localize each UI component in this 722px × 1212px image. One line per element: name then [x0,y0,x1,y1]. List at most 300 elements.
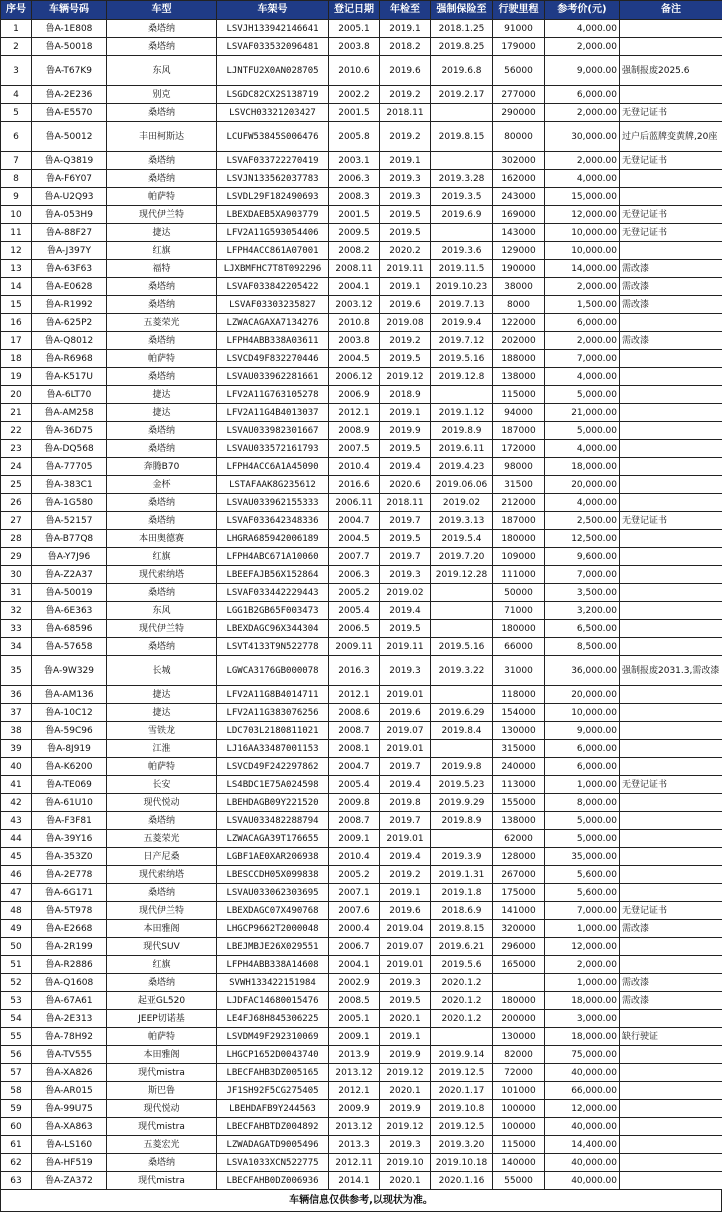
cell-index: 56 [1,1046,32,1064]
cell-notes: 需改漆 [620,992,722,1010]
cell-inspection: 2019.2 [380,332,431,350]
cell-model: 捷达 [107,704,217,722]
cell-notes [620,386,722,404]
cell-notes [620,368,722,386]
cell-insurance: 2019.11.5 [431,260,493,278]
cell-model: 丰田柯斯达 [107,122,217,152]
cell-mileage: 155000 [493,794,545,812]
cell-insurance: 2019.3.6 [431,242,493,260]
cell-mileage: 31500 [493,476,545,494]
cell-insurance [431,104,493,122]
cell-notes [620,1082,722,1100]
table-row [1,314,722,332]
cell-price: 5,000.00 [545,422,620,440]
cell-reg-date: 2008.9 [329,422,380,440]
cell-insurance: 2020.1.2 [431,992,493,1010]
cell-reg-date: 2009.8 [329,794,380,812]
cell-inspection: 2019.01 [380,956,431,974]
cell-notes [620,848,722,866]
cell-price: 6,000.00 [545,740,620,758]
table-row [1,1064,722,1082]
cell-price: 2,000.00 [545,38,620,56]
cell-index: 38 [1,722,32,740]
cell-inspection: 2019.07 [380,938,431,956]
cell-inspection: 2019.9 [380,1100,431,1118]
cell-notes: 需改漆 [620,974,722,992]
cell-plate: 鲁A-AM258 [32,404,107,422]
cell-insurance: 2019.5.6 [431,956,493,974]
cell-model: 现代SUV [107,938,217,956]
cell-inspection: 2019.1 [380,20,431,38]
cell-mileage: 82000 [493,1046,545,1064]
cell-reg-date: 2005.1 [329,20,380,38]
cell-index: 49 [1,920,32,938]
cell-plate: 鲁A-DQ568 [32,440,107,458]
cell-plate: 鲁A-LS160 [32,1136,107,1154]
cell-price: 10,000.00 [545,704,620,722]
cell-plate: 鲁A-50018 [32,38,107,56]
cell-mileage: 138000 [493,812,545,830]
header-row [1,1,722,20]
cell-index: 12 [1,242,32,260]
cell-model: 桑塔纳 [107,638,217,656]
cell-insurance: 2020.1.16 [431,1172,493,1190]
cell-vin: LBEJMBJE26X029551 [217,938,329,956]
cell-reg-date: 2006.11 [329,494,380,512]
cell-notes [620,476,722,494]
cell-inspection: 2019.6 [380,902,431,920]
cell-mileage: 111000 [493,566,545,584]
cell-model: 起亚GL520 [107,992,217,1010]
cell-insurance: 2019.7.20 [431,548,493,566]
cell-model: 现代伊兰特 [107,902,217,920]
cell-plate: 鲁A-78H92 [32,1028,107,1046]
cell-plate: 鲁A-10C12 [32,704,107,722]
cell-notes [620,1010,722,1028]
cell-inspection: 2019.4 [380,848,431,866]
cell-reg-date: 2005.4 [329,776,380,794]
cell-price: 66,000.00 [545,1082,620,1100]
cell-index: 37 [1,704,32,722]
cell-notes [620,170,722,188]
cell-mileage: 115000 [493,1136,545,1154]
cell-notes [620,758,722,776]
cell-notes [620,1154,722,1172]
cell-notes: 过户后蓝牌变黄牌,20座 [620,122,722,152]
table-row [1,206,722,224]
cell-model: 东风 [107,56,217,86]
cell-plate: 鲁A-K6200 [32,758,107,776]
cell-price: 40,000.00 [545,1064,620,1082]
cell-reg-date: 2012.11 [329,1154,380,1172]
cell-vin: LSVCD49F832270446 [217,350,329,368]
cell-model: 雪铁龙 [107,722,217,740]
cell-price: 9,000.00 [545,722,620,740]
cell-inspection: 2019.08 [380,314,431,332]
cell-price: 5,000.00 [545,812,620,830]
cell-index: 46 [1,866,32,884]
cell-reg-date: 2009.5 [329,224,380,242]
cell-plate: 鲁A-AR015 [32,1082,107,1100]
cell-notes [620,1172,722,1190]
cell-mileage: 122000 [493,314,545,332]
cell-index: 36 [1,686,32,704]
cell-mileage: 290000 [493,104,545,122]
cell-mileage: 140000 [493,1154,545,1172]
cell-price: 14,000.00 [545,260,620,278]
cell-inspection: 2019.7 [380,512,431,530]
cell-mileage: 129000 [493,242,545,260]
cell-index: 21 [1,404,32,422]
cell-inspection: 2019.12 [380,1118,431,1136]
cell-plate: 鲁A-TV555 [32,1046,107,1064]
cell-reg-date: 2004.7 [329,758,380,776]
cell-index: 18 [1,350,32,368]
cell-vin: LSVAU033962281661 [217,368,329,386]
cell-mileage: 212000 [493,494,545,512]
table-row [1,332,722,350]
cell-model: 现代悦动 [107,794,217,812]
cell-vin: LBEHDAFB9Y244563 [217,1100,329,1118]
cell-vin: LFV2A11G4B4013037 [217,404,329,422]
cell-vin: LSVDM49F292310069 [217,1028,329,1046]
cell-mileage: 8000 [493,296,545,314]
cell-reg-date: 2006.3 [329,170,380,188]
cell-notes [620,20,722,38]
cell-index: 48 [1,902,32,920]
cell-insurance: 2019.6.21 [431,938,493,956]
cell-index: 32 [1,602,32,620]
cell-index: 39 [1,740,32,758]
table-row [1,902,722,920]
cell-reg-date: 2002.9 [329,974,380,992]
cell-inspection: 2020.1 [380,1010,431,1028]
cell-model: 长安 [107,776,217,794]
cell-insurance: 2019.1.8 [431,884,493,902]
cell-price: 21,000.00 [545,404,620,422]
table-row [1,638,722,656]
cell-index: 50 [1,938,32,956]
cell-vin: LZWACAGAXA7134276 [217,314,329,332]
cell-mileage: 143000 [493,224,545,242]
cell-inspection: 2018.9 [380,386,431,404]
cell-inspection: 2019.3 [380,170,431,188]
table-row [1,38,722,56]
cell-insurance: 2019.1.31 [431,866,493,884]
cell-model: 本田雅阁 [107,920,217,938]
cell-reg-date: 2013.12 [329,1118,380,1136]
cell-reg-date: 2010.6 [329,56,380,86]
cell-vin: LHGRA685942006189 [217,530,329,548]
cell-reg-date: 2008.2 [329,242,380,260]
cell-index: 24 [1,458,32,476]
cell-reg-date: 2014.1 [329,1172,380,1190]
cell-notes [620,404,722,422]
cell-reg-date: 2009.11 [329,638,380,656]
cell-notes [620,638,722,656]
cell-price: 5,000.00 [545,830,620,848]
cell-mileage: 172000 [493,440,545,458]
cell-mileage: 115000 [493,386,545,404]
cell-index: 40 [1,758,32,776]
cell-reg-date: 2007.6 [329,902,380,920]
table-row [1,686,722,704]
cell-inspection: 2019.2 [380,86,431,104]
cell-inspection: 2019.4 [380,602,431,620]
cell-insurance [431,830,493,848]
cell-insurance: 2019.9.29 [431,794,493,812]
cell-mileage: 240000 [493,758,545,776]
cell-notes: 无登记证书 [620,512,722,530]
cell-plate: 鲁A-Q8012 [32,332,107,350]
cell-model: 本田奥德赛 [107,530,217,548]
cell-mileage: 200000 [493,1010,545,1028]
cell-notes [620,494,722,512]
cell-index: 59 [1,1100,32,1118]
cell-insurance: 2019.8.15 [431,920,493,938]
cell-model: 捷达 [107,386,217,404]
cell-index: 53 [1,992,32,1010]
cell-index: 42 [1,794,32,812]
cell-vin: LCUFW53845S006476 [217,122,329,152]
cell-plate: 鲁A-50019 [32,584,107,602]
cell-model: 桑塔纳 [107,884,217,902]
cell-inspection: 2019.10 [380,1154,431,1172]
cell-reg-date: 2013.3 [329,1136,380,1154]
cell-index: 58 [1,1082,32,1100]
table-row [1,1028,722,1046]
cell-notes [620,314,722,332]
table-row [1,386,722,404]
cell-mileage: 175000 [493,884,545,902]
cell-vin: LFPH4ACC861A07001 [217,242,329,260]
cell-mileage: 169000 [493,206,545,224]
cell-price: 20,000.00 [545,686,620,704]
cell-insurance: 2020.1.2 [431,1010,493,1028]
table-row [1,188,722,206]
cell-plate: 鲁A-88F27 [32,224,107,242]
cell-insurance: 2019.9.4 [431,314,493,332]
cell-inspection: 2019.04 [380,920,431,938]
cell-vin: LJNTFU2X0AN028705 [217,56,329,86]
cell-price: 6,000.00 [545,86,620,104]
cell-index: 60 [1,1118,32,1136]
cell-index: 55 [1,1028,32,1046]
cell-vin: LS4BDC1E75A024598 [217,776,329,794]
cell-mileage: 128000 [493,848,545,866]
cell-plate: 鲁A-625P2 [32,314,107,332]
cell-notes [620,830,722,848]
table-row [1,1100,722,1118]
cell-index: 11 [1,224,32,242]
cell-model: 桑塔纳 [107,332,217,350]
cell-mileage: 55000 [493,1172,545,1190]
cell-index: 41 [1,776,32,794]
cell-index: 2 [1,38,32,56]
cell-model: 现代mistra [107,1064,217,1082]
cell-vin: LSVAU033062303695 [217,884,329,902]
cell-insurance: 2019.10.8 [431,1100,493,1118]
cell-notes: 强制报废2025.6 [620,56,722,86]
cell-plate: 鲁A-59C96 [32,722,107,740]
table-row [1,1154,722,1172]
cell-price: 40,000.00 [545,1118,620,1136]
cell-insurance: 2019.2.17 [431,86,493,104]
cell-reg-date: 2008.5 [329,992,380,1010]
cell-reg-date: 2009.1 [329,830,380,848]
cell-index: 52 [1,974,32,992]
cell-reg-date: 2009.9 [329,1100,380,1118]
cell-reg-date: 2008.1 [329,740,380,758]
table-row [1,368,722,386]
cell-notes [620,794,722,812]
cell-model: 桑塔纳 [107,38,217,56]
cell-mileage: 188000 [493,350,545,368]
cell-model: 东风 [107,602,217,620]
cell-insurance [431,224,493,242]
cell-plate: 鲁A-2E236 [32,86,107,104]
cell-vin: LSVJH133942146641 [217,20,329,38]
col-header-price: 参考价(元) [545,1,620,20]
cell-inspection: 2019.4 [380,458,431,476]
cell-plate: 鲁A-J397Y [32,242,107,260]
cell-reg-date: 2003.8 [329,38,380,56]
cell-model: 红旗 [107,548,217,566]
cell-vin: LFV2A11G383076256 [217,704,329,722]
cell-price: 40,000.00 [545,1154,620,1172]
cell-inspection: 2019.1 [380,278,431,296]
cell-plate: 鲁A-E0628 [32,278,107,296]
table-row [1,938,722,956]
cell-index: 44 [1,830,32,848]
cell-reg-date: 2016.3 [329,656,380,686]
cell-notes: 无登记证书 [620,776,722,794]
cell-index: 43 [1,812,32,830]
cell-mileage: 138000 [493,368,545,386]
cell-vin: LSVDL29F182490693 [217,188,329,206]
table-row [1,122,722,152]
cell-plate: 鲁A-K517U [32,368,107,386]
cell-insurance: 2018.1.25 [431,20,493,38]
cell-price: 14,400.00 [545,1136,620,1154]
cell-index: 47 [1,884,32,902]
cell-notes [620,704,722,722]
cell-vin: LBEXDAGC07X490768 [217,902,329,920]
cell-plate: 鲁A-053H9 [32,206,107,224]
cell-notes [620,458,722,476]
cell-price: 75,000.00 [545,1046,620,1064]
cell-inspection: 2019.5 [380,530,431,548]
cell-model: 捷达 [107,404,217,422]
cell-model: 现代mistra [107,1118,217,1136]
cell-inspection: 2019.3 [380,566,431,584]
cell-notes [620,350,722,368]
cell-price: 2,000.00 [545,332,620,350]
cell-price: 10,000.00 [545,242,620,260]
cell-mileage: 80000 [493,122,545,152]
cell-vin: LSVAF033642348336 [217,512,329,530]
cell-inspection: 2019.02 [380,584,431,602]
cell-inspection: 2019.9 [380,422,431,440]
cell-insurance: 2019.3.20 [431,1136,493,1154]
cell-reg-date: 2013.9 [329,1046,380,1064]
cell-price: 9,600.00 [545,548,620,566]
cell-price: 35,000.00 [545,848,620,866]
cell-mileage: 277000 [493,86,545,104]
cell-price: 2,000.00 [545,104,620,122]
cell-price: 5,600.00 [545,866,620,884]
cell-inspection: 2019.7 [380,758,431,776]
cell-vin: LFPH4ABC671A10060 [217,548,329,566]
cell-price: 9,000.00 [545,56,620,86]
cell-plate: 鲁A-Y7J96 [32,548,107,566]
cell-mileage: 187000 [493,512,545,530]
cell-vin: LSVCD49F242297862 [217,758,329,776]
cell-index: 54 [1,1010,32,1028]
cell-plate: 鲁A-383C1 [32,476,107,494]
cell-vin: LE4FJ68H845306225 [217,1010,329,1028]
cell-reg-date: 2008.3 [329,188,380,206]
table-row [1,350,722,368]
cell-price: 18,000.00 [545,992,620,1010]
cell-insurance: 2019.12.5 [431,1064,493,1082]
cell-inspection: 2019.11 [380,260,431,278]
cell-price: 12,000.00 [545,1100,620,1118]
table-row [1,278,722,296]
cell-mileage: 154000 [493,704,545,722]
cell-notes [620,866,722,884]
cell-reg-date: 2010.4 [329,848,380,866]
cell-insurance: 2019.7.13 [431,296,493,314]
cell-model: 桑塔纳 [107,296,217,314]
col-header-reg-date: 登记日期 [329,1,380,20]
cell-price: 8,500.00 [545,638,620,656]
cell-index: 35 [1,656,32,686]
cell-vin: LGWCA3176GB000078 [217,656,329,686]
cell-mileage: 130000 [493,1028,545,1046]
cell-model: 帕萨特 [107,758,217,776]
cell-reg-date: 2004.1 [329,956,380,974]
cell-price: 36,000.00 [545,656,620,686]
cell-notes [620,584,722,602]
cell-model: 帕萨特 [107,350,217,368]
cell-plate: 鲁A-5T978 [32,902,107,920]
cell-index: 13 [1,260,32,278]
cell-model: 福特 [107,260,217,278]
cell-vin: LBECFAHBTDZ004892 [217,1118,329,1136]
cell-plate: 鲁A-6E363 [32,602,107,620]
table-row [1,86,722,104]
cell-model: 现代悦动 [107,1100,217,1118]
cell-mileage: 100000 [493,1118,545,1136]
cell-price: 3,500.00 [545,584,620,602]
cell-reg-date: 2009.1 [329,1028,380,1046]
cell-mileage: 202000 [493,332,545,350]
cell-insurance [431,620,493,638]
cell-vin: LSVAF033532096481 [217,38,329,56]
cell-reg-date: 2008.6 [329,704,380,722]
cell-plate: 鲁A-ZA372 [32,1172,107,1190]
cell-plate: 鲁A-R2886 [32,956,107,974]
cell-insurance: 2019.10.23 [431,278,493,296]
cell-model: 现代伊兰特 [107,620,217,638]
cell-reg-date: 2005.2 [329,866,380,884]
cell-plate: 鲁A-2R199 [32,938,107,956]
cell-notes [620,884,722,902]
cell-price: 6,000.00 [545,758,620,776]
cell-notes [620,1118,722,1136]
cell-vin: LSVAU033482288794 [217,812,329,830]
